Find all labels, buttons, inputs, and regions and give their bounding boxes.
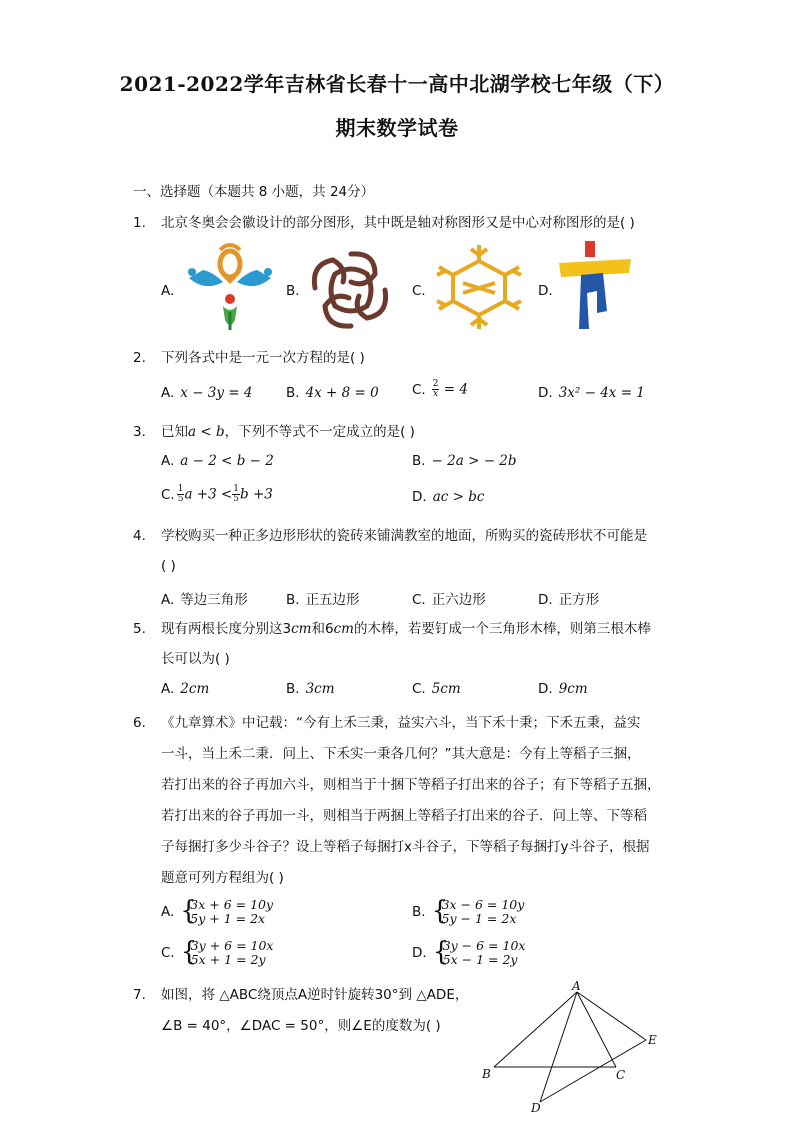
q5-option-b: B. 3cm bbox=[286, 681, 335, 697]
q4-option-d: D. 正方形 bbox=[538, 592, 600, 608]
q2-option-a: A. x − 3y = 4 bbox=[161, 385, 253, 401]
q4-text: 学校购买一种正多边形形状的瓷砖来铺满教室的地面，所购买的瓷砖形状不可能是 bbox=[161, 528, 647, 544]
q2-option-d: D. 3x² − 4x = 1 bbox=[538, 385, 645, 401]
q1-option-b-label: B. bbox=[286, 283, 300, 299]
point-a-label: A bbox=[572, 979, 581, 993]
q6-number: 6. bbox=[133, 715, 146, 731]
q1-text: 北京冬奥会会徽设计的部分图形，其中既是轴对称图形又是中心对称图形的是( ) bbox=[161, 215, 635, 231]
point-b-label: B bbox=[482, 1067, 491, 1081]
point-d-label: D bbox=[531, 1101, 541, 1115]
emblem-a-image bbox=[183, 242, 277, 332]
q7-line-2: ∠B = 40°，∠DAC = 50°，则∠E的度数为( ) bbox=[161, 1018, 441, 1034]
q6-option-c: C. { 3y + 6 = 10x 5x + 1 = 2y bbox=[161, 937, 274, 967]
segment-de bbox=[540, 1040, 646, 1102]
exam-title-line2: 期末数学试卷 bbox=[335, 116, 459, 140]
q4-option-b: B. 正五边形 bbox=[286, 592, 360, 608]
q6-line-5: 子每捆打多少斗谷子？设上等稻子每捆打x斗谷子，下等稻子每捆打y斗谷子，根据 bbox=[161, 839, 650, 855]
q4-paren: ( ) bbox=[161, 558, 176, 574]
q5-text: 现有两根长度分别这3cm和6cm的木棒，若要钉成一个三角形木棒，则第三根木棒 bbox=[161, 621, 651, 637]
q2-option-b: B. 4x + 8 = 0 bbox=[286, 385, 379, 401]
emblem-c-image bbox=[433, 243, 525, 331]
q6-line-3: 若打出来的谷子再加六斗，则相当于十捆下等稻子打出来的谷子；有下等稻子五捆， bbox=[161, 777, 661, 793]
point-e-label: E bbox=[648, 1033, 657, 1047]
q5-text-line2: 长可以为( ) bbox=[161, 651, 230, 667]
q6-option-b: B. { 3x − 6 = 10y 5y − 1 = 2x bbox=[412, 896, 525, 926]
section-heading: 一、选择题（本题共 8 小题，共 24分） bbox=[133, 184, 375, 200]
q3-option-d: D. ac > bc bbox=[412, 489, 485, 505]
q5-option-a: A. 2cm bbox=[161, 681, 210, 697]
q3-option-a: A. a − 2 < b − 2 bbox=[161, 453, 274, 469]
exam-title-line1: 2021-2022学年吉林省长春十一高中北湖学校七年级（下） bbox=[119, 72, 675, 96]
q3-number: 3. bbox=[133, 424, 146, 440]
q3-option-c: C. $\frac{1}{5}$ a +3 < $\frac{1}{5}$ b +3 bbox=[161, 484, 273, 504]
q1-option-d-label: D. bbox=[538, 283, 553, 299]
emblem-d-image bbox=[557, 241, 633, 331]
q5-option-d: D. 9cm bbox=[538, 681, 588, 697]
q1-option-a-label: A. bbox=[161, 283, 175, 299]
point-c-label: C bbox=[616, 1068, 626, 1082]
q7-line-1: 如图，将 △ABC绕顶点A逆时针旋转30°到 △ADE， bbox=[161, 987, 469, 1003]
q4-option-c: C. 正六边形 bbox=[412, 592, 486, 608]
q5-number: 5. bbox=[133, 621, 146, 637]
q7-triangle-figure bbox=[470, 978, 670, 1118]
q2-option-c: C. $\frac{2}{x}$ = 4 bbox=[412, 379, 468, 399]
q3-option-b: B. − 2a > − 2b bbox=[412, 453, 517, 469]
q6-line-2: 一斗，当上禾二秉．问上、下禾实一秉各几何？”其大意是：今有上等稻子三捆， bbox=[161, 746, 641, 762]
q1-number: 1. bbox=[133, 215, 146, 231]
q6-line-6: 题意可列方程组为( ) bbox=[161, 870, 284, 886]
segment-ac bbox=[577, 992, 616, 1067]
q2-text: 下列各式中是一元一次方程的是( ) bbox=[161, 350, 365, 366]
q4-option-a: A. 等边三角形 bbox=[161, 592, 248, 608]
q2-number: 2. bbox=[133, 350, 146, 366]
q6-line-4: 若打出来的谷子再加一斗，则相当于两捆上等稻子打出来的谷子．问上等、下等稻 bbox=[161, 808, 647, 824]
q7-number: 7. bbox=[133, 987, 146, 1003]
q6-option-a: A. { 3x + 6 = 10y 5y + 1 = 2x bbox=[161, 896, 274, 926]
q1-option-c-label: C. bbox=[412, 283, 426, 299]
q5-option-c: C. 5cm bbox=[412, 681, 461, 697]
q6-option-d: D. { 3y − 6 = 10x 5x − 1 = 2y bbox=[412, 937, 526, 967]
emblem-b-image bbox=[305, 244, 397, 334]
segment-ae bbox=[577, 992, 646, 1040]
q4-number: 4. bbox=[133, 528, 146, 544]
q6-line-1: 《九章算术》中记载：“今有上禾三秉，益实六斗，当下禾十秉；下禾五秉，益实 bbox=[161, 715, 641, 731]
q3-text: 已知a < b，下列不等式不一定成立的是( ) bbox=[161, 424, 415, 440]
